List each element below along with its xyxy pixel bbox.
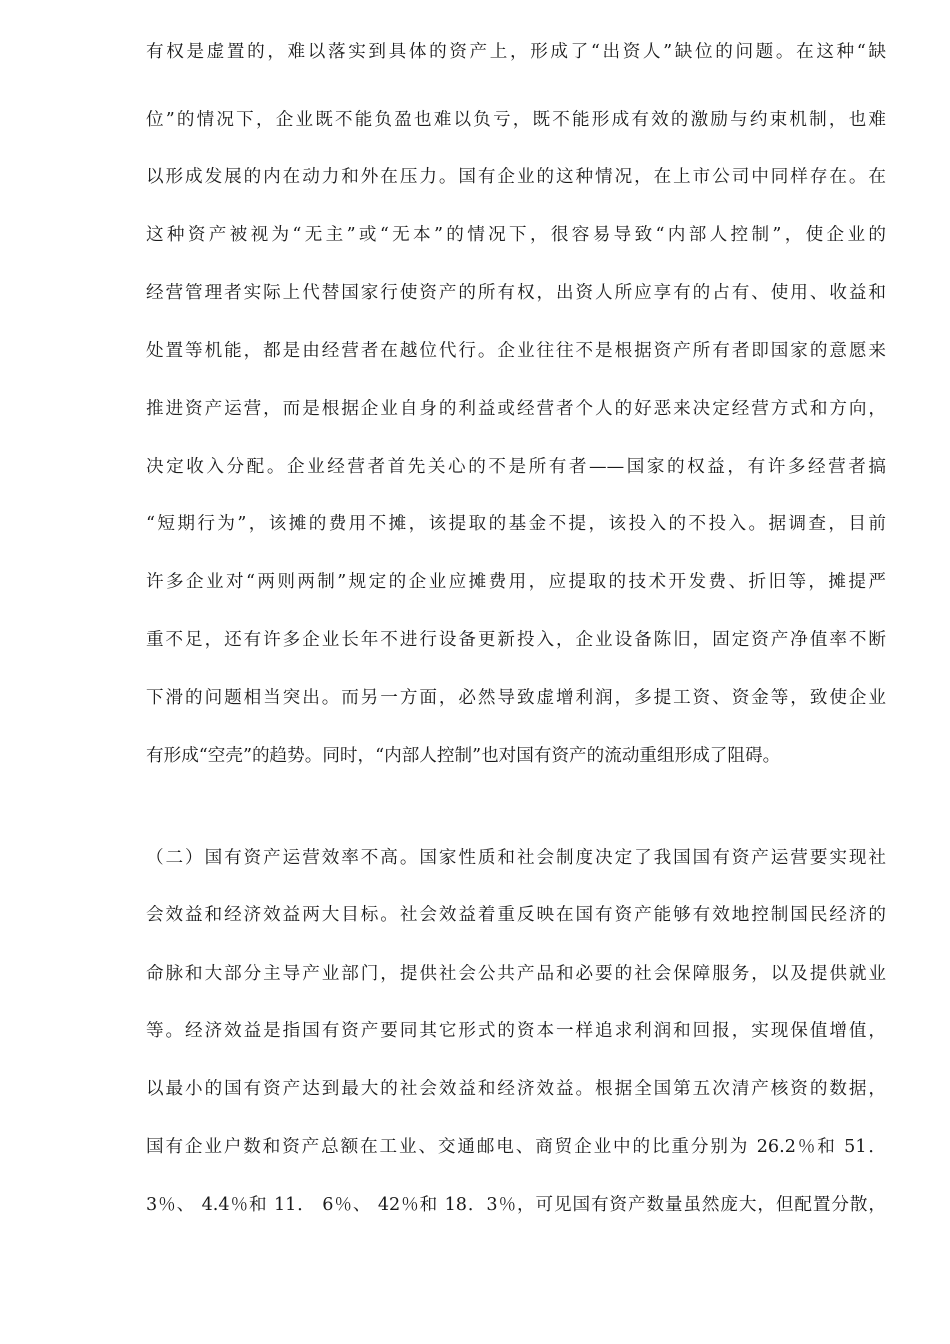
paragraph-2-line-6: 国有企业户数和资产总额在工业、交通邮电、商贸企业中的比重分别为 26.2％和 51． xyxy=(146,1137,886,1157)
paragraph-1-line-3: 以形成发展的内在动力和外在压力。国有企业的这种情况，在上市公司中同样存在。在 xyxy=(146,167,886,187)
paragraph-1-line-1: 有权是虚置的，难以落实到具体的资产上，形成了“出资人”缺位的问题。在这种“缺 xyxy=(146,42,886,62)
paragraph-1-line-9: “短期行为”，该摊的费用不摊，该提取的基金不提，该投入的不投入。据调查，目前 xyxy=(146,514,886,534)
paragraph-2-line-7: 3％、 4.4％和 11． 6％、 42％和 18．3％，可见国有资产数量虽然庞大，但配置分散， xyxy=(146,1195,886,1215)
paragraph-1-line-4: 这种资产被视为“无主”或“无本”的情况下，很容易导致“内部人控制”，使企业的 xyxy=(146,225,886,245)
paragraph-1-line-12: 下滑的问题相当突出。而另一方面，必然导致虚增利润，多提工资、资金等，致使企业 xyxy=(146,688,886,708)
paragraph-2-line-5: 以最小的国有资产达到最大的社会效益和经济效益。根据全国第五次清产核资的数据， xyxy=(146,1079,886,1099)
paragraph-1-line-8: 决定收入分配。企业经营者首先关心的不是所有者——国家的权益，有许多经营者搞 xyxy=(146,457,886,477)
paragraph-1-line-2: 位”的情况下，企业既不能负盈也难以负亏，既不能形成有效的激励与约束机制，也难 xyxy=(146,110,886,130)
paragraph-2-line-4: 等。经济效益是指国有资产要同其它形式的资本一样追求利润和回报，实现保值增值， xyxy=(146,1021,886,1041)
paragraph-2-line-2: 会效益和经济效益两大目标。社会效益着重反映在国有资产能够有效地控制国民经济的 xyxy=(146,905,886,925)
paragraph-1-line-11: 重不足，还有许多企业长年不进行设备更新投入，企业设备陈旧，固定资产净值率不断 xyxy=(146,630,886,650)
paragraph-1-line-5: 经营管理者实际上代替国家行使资产的所有权，出资人所应享有的占有、使用、收益和 xyxy=(146,283,886,303)
paragraph-1-line-7: 推进资产运营，而是根据企业自身的利益或经营者个人的好恶来决定经营方式和方向， xyxy=(146,399,886,419)
paragraph-1-line-10: 许多企业对“两则两制”规定的企业应摊费用，应提取的技术开发费、折旧等，摊提严 xyxy=(146,572,886,592)
paragraph-2-line-1: （二）国有资产运营效率不高。国家性质和社会制度决定了我国国有资产运营要实现社 xyxy=(146,848,886,868)
paragraph-2-line-3: 命脉和大部分主导产业部门，提供社会公共产品和必要的社会保障服务，以及提供就业 xyxy=(146,964,886,984)
paragraph-1-line-6: 处置等机能，都是由经营者在越位代行。企业往往不是根据资产所有者即国家的意愿来 xyxy=(146,341,886,361)
paragraph-1-line-13: 有形成“空壳”的趋势。同时，“内部人控制”也对国有资产的流动重组形成了阻碍。 xyxy=(146,746,781,766)
